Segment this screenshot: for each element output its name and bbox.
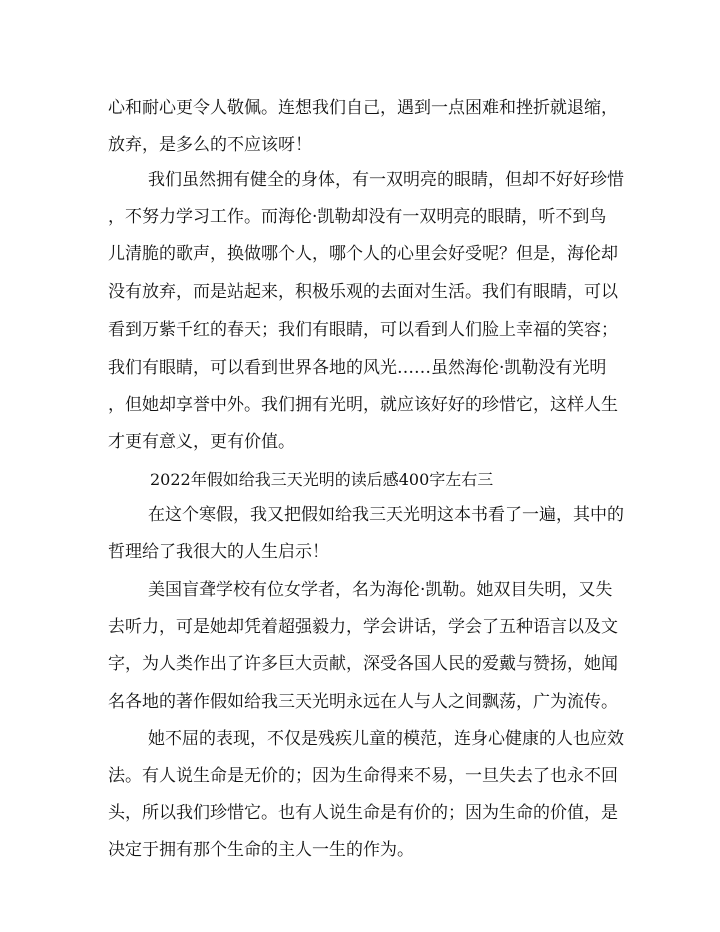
text-line: 字，为人类作出了许多巨大贡献，深受各国人民的爱戴与赞扬，她闻 bbox=[108, 654, 618, 674]
text-line: 儿清脆的歌声，换做哪个人，哪个人的心里会好受呢？但是，海伦却 bbox=[108, 244, 618, 264]
text-line: 去听力，可是她却凭着超强毅力，学会讲话，学会了五种语言以及文 bbox=[108, 617, 618, 637]
paragraph-start-line: 美国盲聋学校有位女学者，名为海伦·凯勒。她双目失明，又失 bbox=[148, 580, 613, 600]
text-line: 头，所以我们珍惜它。也有人说生命是有价的；因为生命的价值，是 bbox=[108, 803, 618, 823]
section-heading: 2022年假如给我三天光明的读后感400字左右三 bbox=[150, 470, 494, 489]
text-line: 决定于拥有那个生命的主人一生的作为。 bbox=[108, 840, 414, 860]
text-line: 我们有眼睛，可以看到世界各地的风光……虽然海伦·凯勒没有光明 bbox=[108, 358, 607, 378]
text-line: ，但她却享誉中外。我们拥有光明，就应该好好的珍惜它，这样人生 bbox=[108, 395, 618, 415]
text-line: 放弃，是多么的不应该呀！ bbox=[108, 135, 312, 155]
text-line: 名各地的著作假如给我三天光明永远在人与人之间飘荡，广为流传。 bbox=[108, 692, 618, 712]
text-line: 法。有人说生命是无价的；因为生命得来不易，一旦失去了也永不回 bbox=[108, 766, 618, 786]
text-line: 哲理给了我很大的人生启示！ bbox=[108, 542, 329, 562]
text-line: 看到万紫千红的春天；我们有眼睛，可以看到人们脸上幸福的笑容； bbox=[108, 320, 618, 340]
paragraph-start-line: 我们虽然拥有健全的身体，有一双明亮的眼睛，但却不好好珍惜 bbox=[148, 170, 624, 190]
text-line: 没有放弃，而是站起来，积极乐观的去面对生活。我们有眼睛，可以 bbox=[108, 282, 618, 302]
text-line: ，不努力学习工作。而海伦·凯勒却没有一双明亮的眼睛，听不到鸟 bbox=[108, 207, 607, 227]
text-line: 才更有意义，更有价值。 bbox=[108, 432, 295, 452]
text-line: 心和耐心更令人敬佩。连想我们自己，遇到一点困难和挫折就退缩， bbox=[108, 98, 618, 118]
paragraph-start-line: 在这个寒假，我又把假如给我三天光明这本书看了一遍，其中的 bbox=[148, 505, 624, 525]
paragraph-start-line: 她不屈的表现，不仅是残疾儿童的模范，连身心健康的人也应效 bbox=[148, 729, 624, 749]
